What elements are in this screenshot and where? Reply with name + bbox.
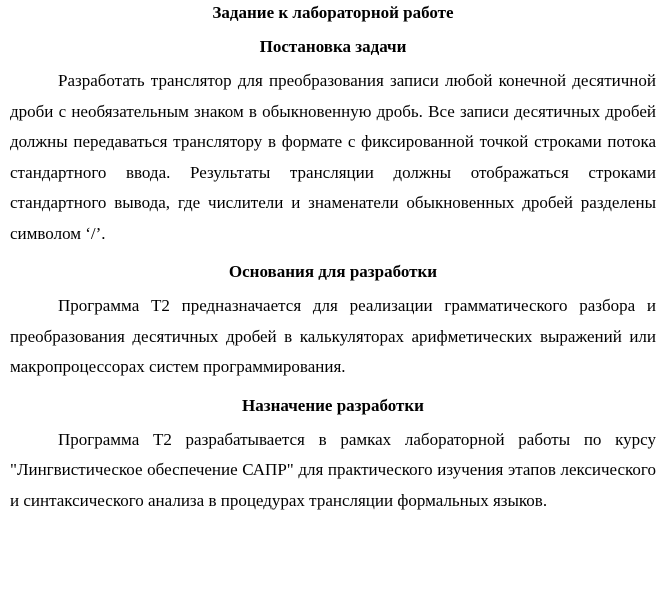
section-heading: Основания для разработки: [228, 262, 438, 281]
section-development-basis: [10, 261, 656, 383]
section-paragraph: Программа Т2 разрабатывается в рамках лабораторной работы по курсу "Лингвистическое обеспечение САПР" для практического изучения этапов лексического и синтаксического анализа в процедурах трансляции формальных языков.: [10, 429, 656, 510]
section-heading: Назначение разработки: [242, 395, 424, 415]
section-problem-statement: [10, 36, 656, 249]
section-heading: Постановка задачи: [259, 37, 407, 56]
document-title: Задание к лабораторной работе: [212, 3, 454, 22]
section-paragraph: Разработать транслятор для преобразования записи любой конечной десятичной дроби с необязательным знаком в обыкновенную дробь. Все записи десятичных дробей должны передаваться транслятору в формате с фиксированной точкой строками потока стандартного ввода. Результаты трансляции должны отображаться строками стандартного вывода, где числители и знаменатели обыкновенных дробей разделены символом ‘/’.: [10, 71, 656, 243]
section-paragraph: Программа Т2 предназначается для реализации грамматического разбора и преобразования десятичных дробей в калькуляторах арифметических выражений или макропроцессорах систем программирования.: [10, 296, 656, 376]
section-development-purpose: [10, 395, 656, 517]
